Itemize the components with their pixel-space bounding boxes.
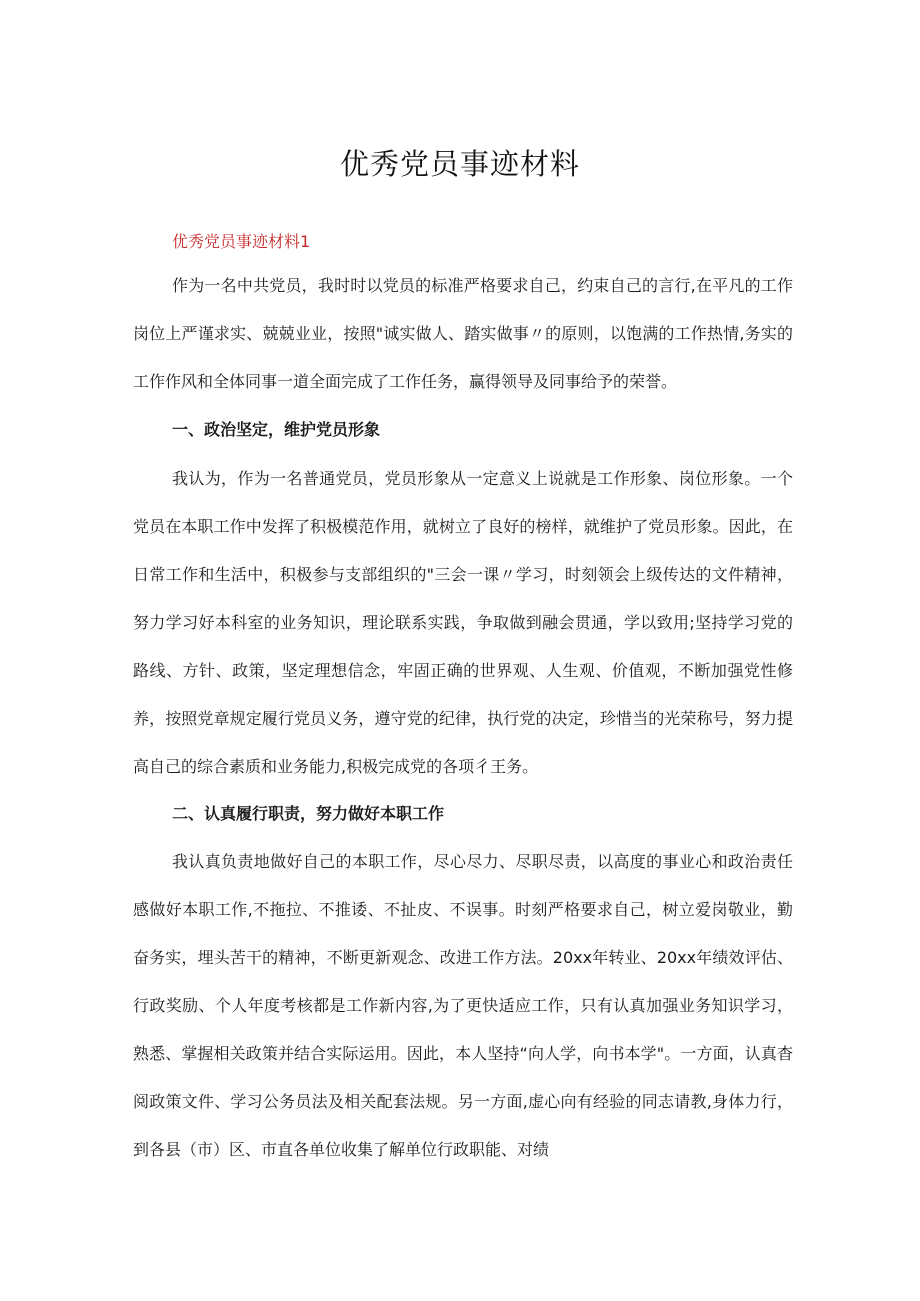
section-subtitle: 优秀党员事迹材料1 xyxy=(172,232,311,251)
section-2-paragraph: 我认真负责地做好自己的本职工作，尽心尽力、尽职尽责，以高度的事业心和政治责任感做好本职工作,不拖拉、不推诿、不扯皮、不误事。时刻严格要求自己，树立爱岗敬业，勤奋务实，埋头苦干的精神，不断更新观念、改进工作方法。20xx年转业、20xx年绩效评估、行政奖励、个人年度考核都是工作新内容,为了更快适应工作，只有认真加强业务知识学习，熟悉、掌握相关政策并结合实际运用。因此，本人坚持“向人学，向书本学"。一方面，认真杳阅政策文件、学习公务员法及相关配套法规。另一方面,虚心向有经验的同志请教,身体力行，到各县（市）区、市直各单位收集了解单位行政职能、对绩 xyxy=(133,852,793,1159)
document-title: 优秀党员事迹材料 xyxy=(339,147,580,181)
intro-paragraph: 作为一名中共党员，我时时以党员的标准严格要求自己，约束自己的言行,在平凡的工作岗位上严谨求实、兢兢业业，按照"诚实做人、踏实做事〃的原则，以饱满的工作热情,务实的工作作风和全体同事一道全面完成了工作任务，赢得领导及同事给予的荣誉。 xyxy=(133,276,793,391)
section-heading-1: 一、政治坚定，维护党员形象 xyxy=(172,420,381,439)
section-heading-2: 二、认真履行职责，努力做好本职工作 xyxy=(172,804,445,823)
section-1-paragraph: 我认为，作为一名普通党员，党员形象从一定意义上说就是工作形象、岗位形象。一个党员在本职工作中发挥了积极模范作用，就树立了良好的榜样，就维护了党员形象。因此，在日常工作和生活中，积极参与支部组织的"三会一课〃学习，时刻领会上级传达的文件精神，努力学习好本科室的业务知识，理论联系实践，争取做到融会贯通，学以致用;坚持学习党的路线、方针、政策，坚定理想信念，牢固正确的世界观、人生观、价值观，不断加强党性修养，按照党章规定履行党员义务，遵守党的纪律，执行党的决定，珍惜当的光荣称号，努力提高自己的综合素质和业务能力,积极完成党的各项彳王务。 xyxy=(133,469,793,776)
